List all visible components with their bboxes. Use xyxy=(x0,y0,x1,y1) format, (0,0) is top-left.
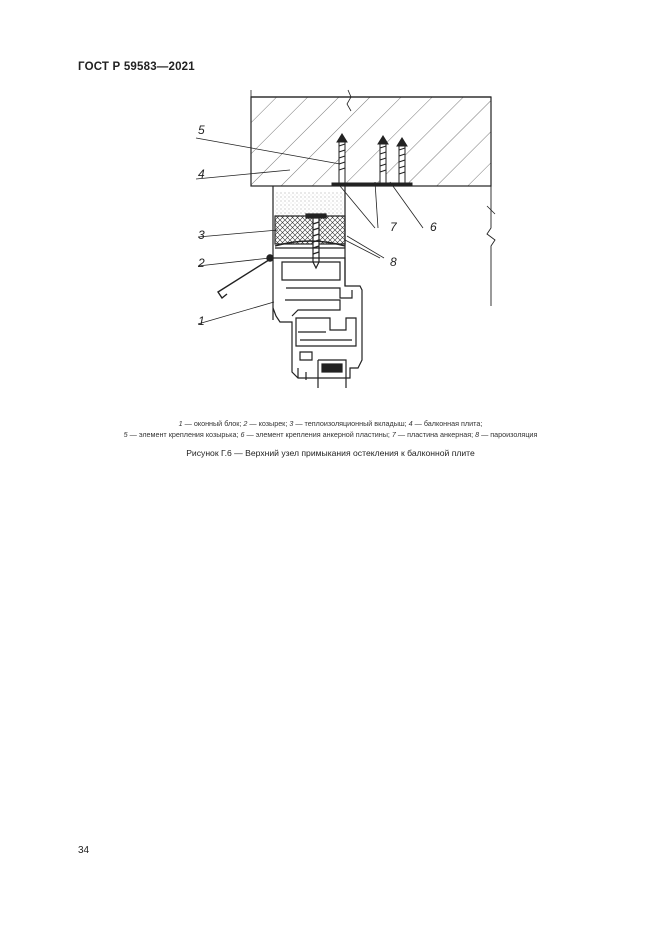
callout-4: 4 xyxy=(198,167,205,181)
callout-3: 3 xyxy=(198,228,205,242)
callout-8: 8 xyxy=(390,255,397,269)
legend-line-2: 5 — элемент крепления козырька; 6 — элемент крепления анкерной пластины; 7 — пластина анкерная; 8 — пароизоляция xyxy=(123,430,538,439)
page-number: 34 xyxy=(78,845,90,856)
callout-6: 6 xyxy=(430,220,437,234)
window-frame xyxy=(273,186,362,388)
canopy xyxy=(218,255,273,298)
callout-1: 1 xyxy=(198,314,205,328)
document-header: ГОСТ Р 59583—2021 xyxy=(78,61,195,73)
callout-7: 7 xyxy=(390,220,397,234)
figure-caption: Рисунок Г.6 — Верхний узел примыкания остекления к балконной плите xyxy=(186,448,475,458)
legend-line-1: 1 — оконный блок; 2 — козырек; 3 — теплоизоляционный вкладыш; 4 — балконная плита; xyxy=(178,419,483,428)
callout-2: 2 xyxy=(198,256,205,270)
callout-5: 5 xyxy=(198,123,205,137)
